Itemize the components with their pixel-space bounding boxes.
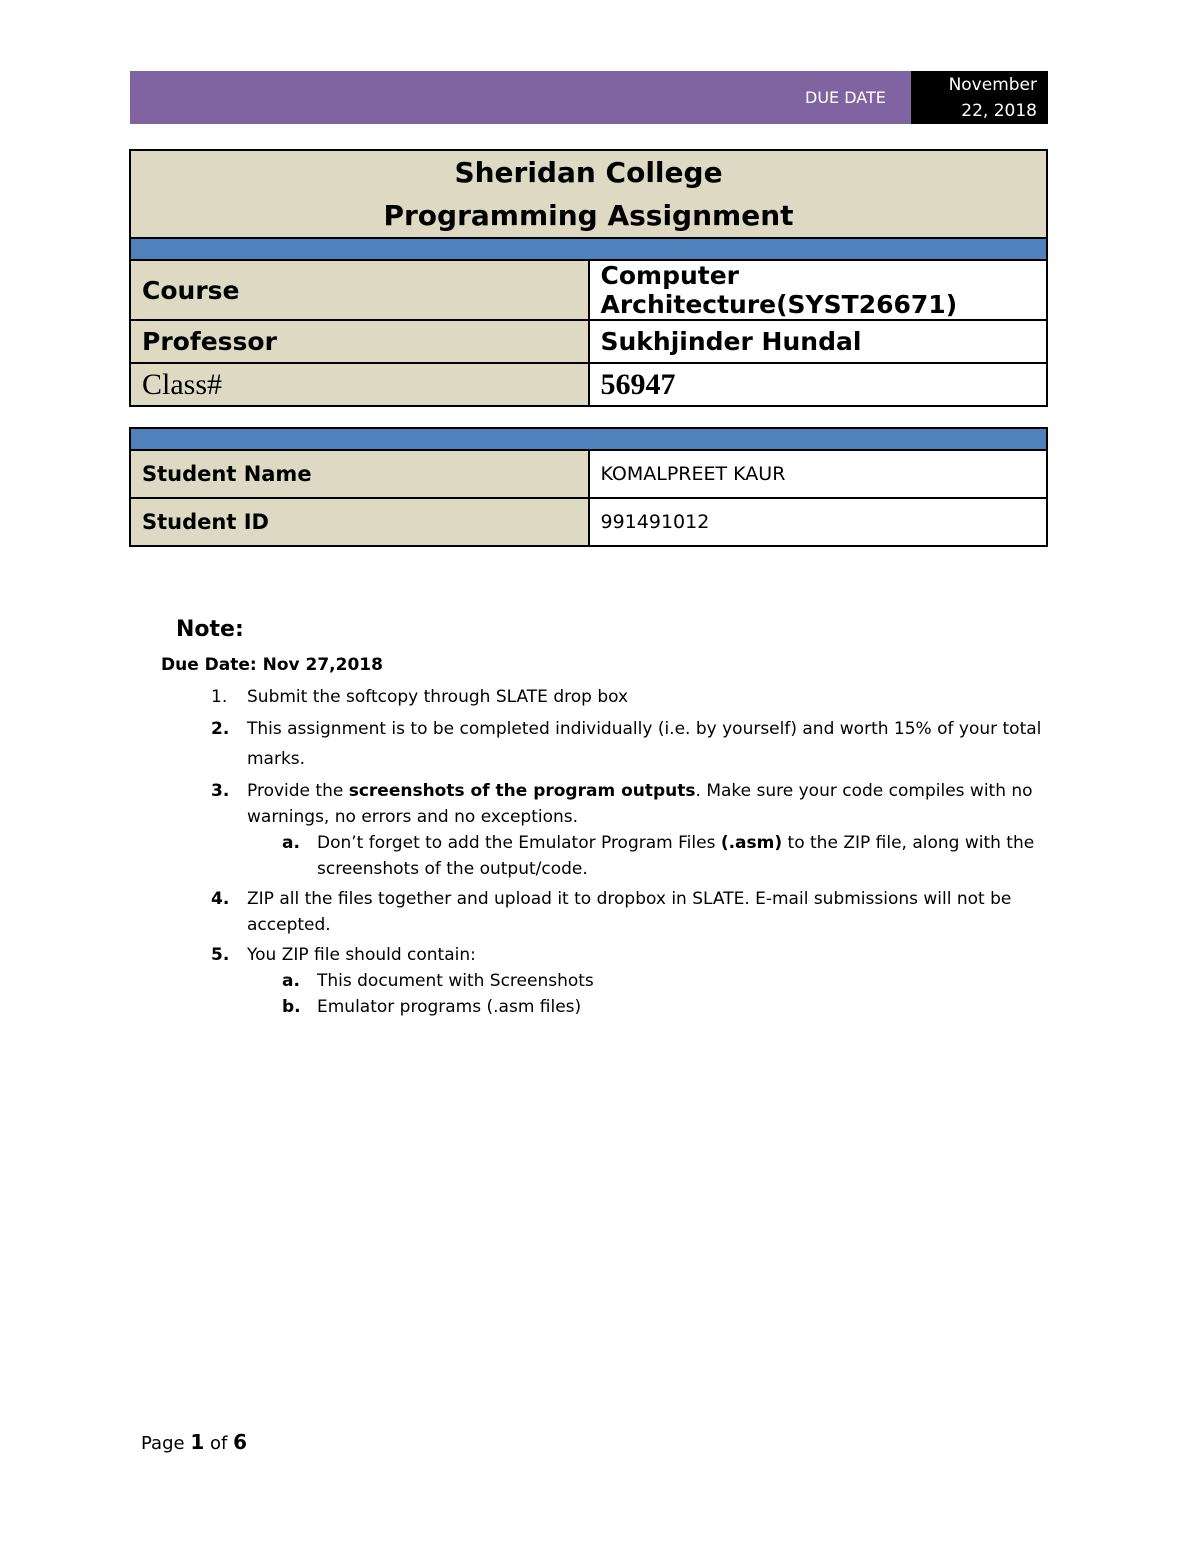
page-total: 6 — [233, 1430, 247, 1454]
list-item-number: 4. — [211, 889, 230, 909]
college-name: Sheridan College — [454, 156, 723, 189]
class-value: 56947 — [589, 363, 1048, 406]
note-due-date: Due Date: Nov 27,2018 — [161, 655, 383, 675]
sub-item-bold-text: (.asm) — [720, 833, 783, 853]
page-word: Page — [141, 1433, 185, 1454]
list-item — [161, 886, 1061, 938]
note-title: Note: — [176, 617, 244, 642]
professor-label: Professor — [130, 320, 589, 363]
student-id-label: Student ID — [130, 498, 589, 546]
assignment-title: Programming Assignment — [383, 199, 794, 232]
list-item-text: You ZIP file should contain: — [247, 945, 476, 965]
sub-list-item — [161, 830, 1061, 882]
professor-value: Sukhjinder Hundal — [589, 320, 1048, 363]
course-value: Computer Architecture(SYST26671) — [589, 260, 1048, 320]
sub-item-text: to the ZIP file, along with the screenshots of the output/code. — [317, 833, 1035, 879]
blue-divider — [130, 428, 1047, 450]
list-item-text: ZIP all the files together and upload it to dropbox in SLATE. E-mail submissions will not be accepted. — [247, 889, 1012, 935]
list-item-number: 5. — [211, 945, 230, 965]
sub-item-letter: b. — [282, 997, 301, 1017]
sub-item-text: Emulator programs (.asm files) — [317, 997, 582, 1017]
student-id-value: 991491012 — [589, 498, 1048, 546]
student-name-label: Student Name — [130, 450, 589, 498]
course-label: Course — [130, 260, 589, 320]
assignment-info-table — [129, 149, 1048, 407]
list-item — [161, 684, 1061, 710]
list-item — [161, 942, 1061, 1020]
list-item-text: Provide the — [247, 781, 349, 801]
list-item-text: . Make sure your code compiles with no warnings, no errors and no exceptions. — [247, 781, 1033, 827]
list-item-bold-text: screenshots of the program outputs — [348, 781, 696, 801]
student-info-table — [129, 427, 1048, 547]
due-date-line1: November — [948, 75, 1037, 95]
due-date-box — [911, 71, 1048, 124]
page-number: 1 — [190, 1430, 205, 1454]
list-item-number: 3. — [211, 781, 230, 801]
page-footer — [141, 1430, 247, 1454]
of-word: of — [209, 1433, 228, 1454]
student-name-value: KOMALPREET KAUR — [589, 450, 1048, 498]
blue-divider — [130, 238, 1047, 260]
list-item — [161, 714, 1061, 774]
sub-list-item — [161, 968, 1061, 994]
class-label: Class# — [130, 363, 589, 406]
sub-item-letter: a. — [282, 971, 300, 991]
list-item-text: Submit the softcopy through SLATE drop box — [247, 687, 629, 707]
due-date-line2: 22, 2018 — [961, 101, 1037, 121]
list-item-number: 1. — [211, 687, 228, 707]
due-date-label: DUE DATE — [805, 88, 886, 107]
list-item — [161, 778, 1061, 882]
sub-item-letter: a. — [282, 833, 300, 853]
instructions-list — [161, 684, 1061, 1024]
sub-item-text: Don’t forget to add the Emulator Program Files — [317, 833, 721, 853]
sub-list-item — [161, 994, 1061, 1020]
list-item-text: This assignment is to be completed individually (i.e. by yourself) and worth 15% of your total marks. — [247, 719, 1042, 769]
sub-item-text: This document with Screenshots — [317, 971, 594, 991]
title-cell — [130, 150, 1047, 238]
list-item-number: 2. — [211, 719, 230, 739]
